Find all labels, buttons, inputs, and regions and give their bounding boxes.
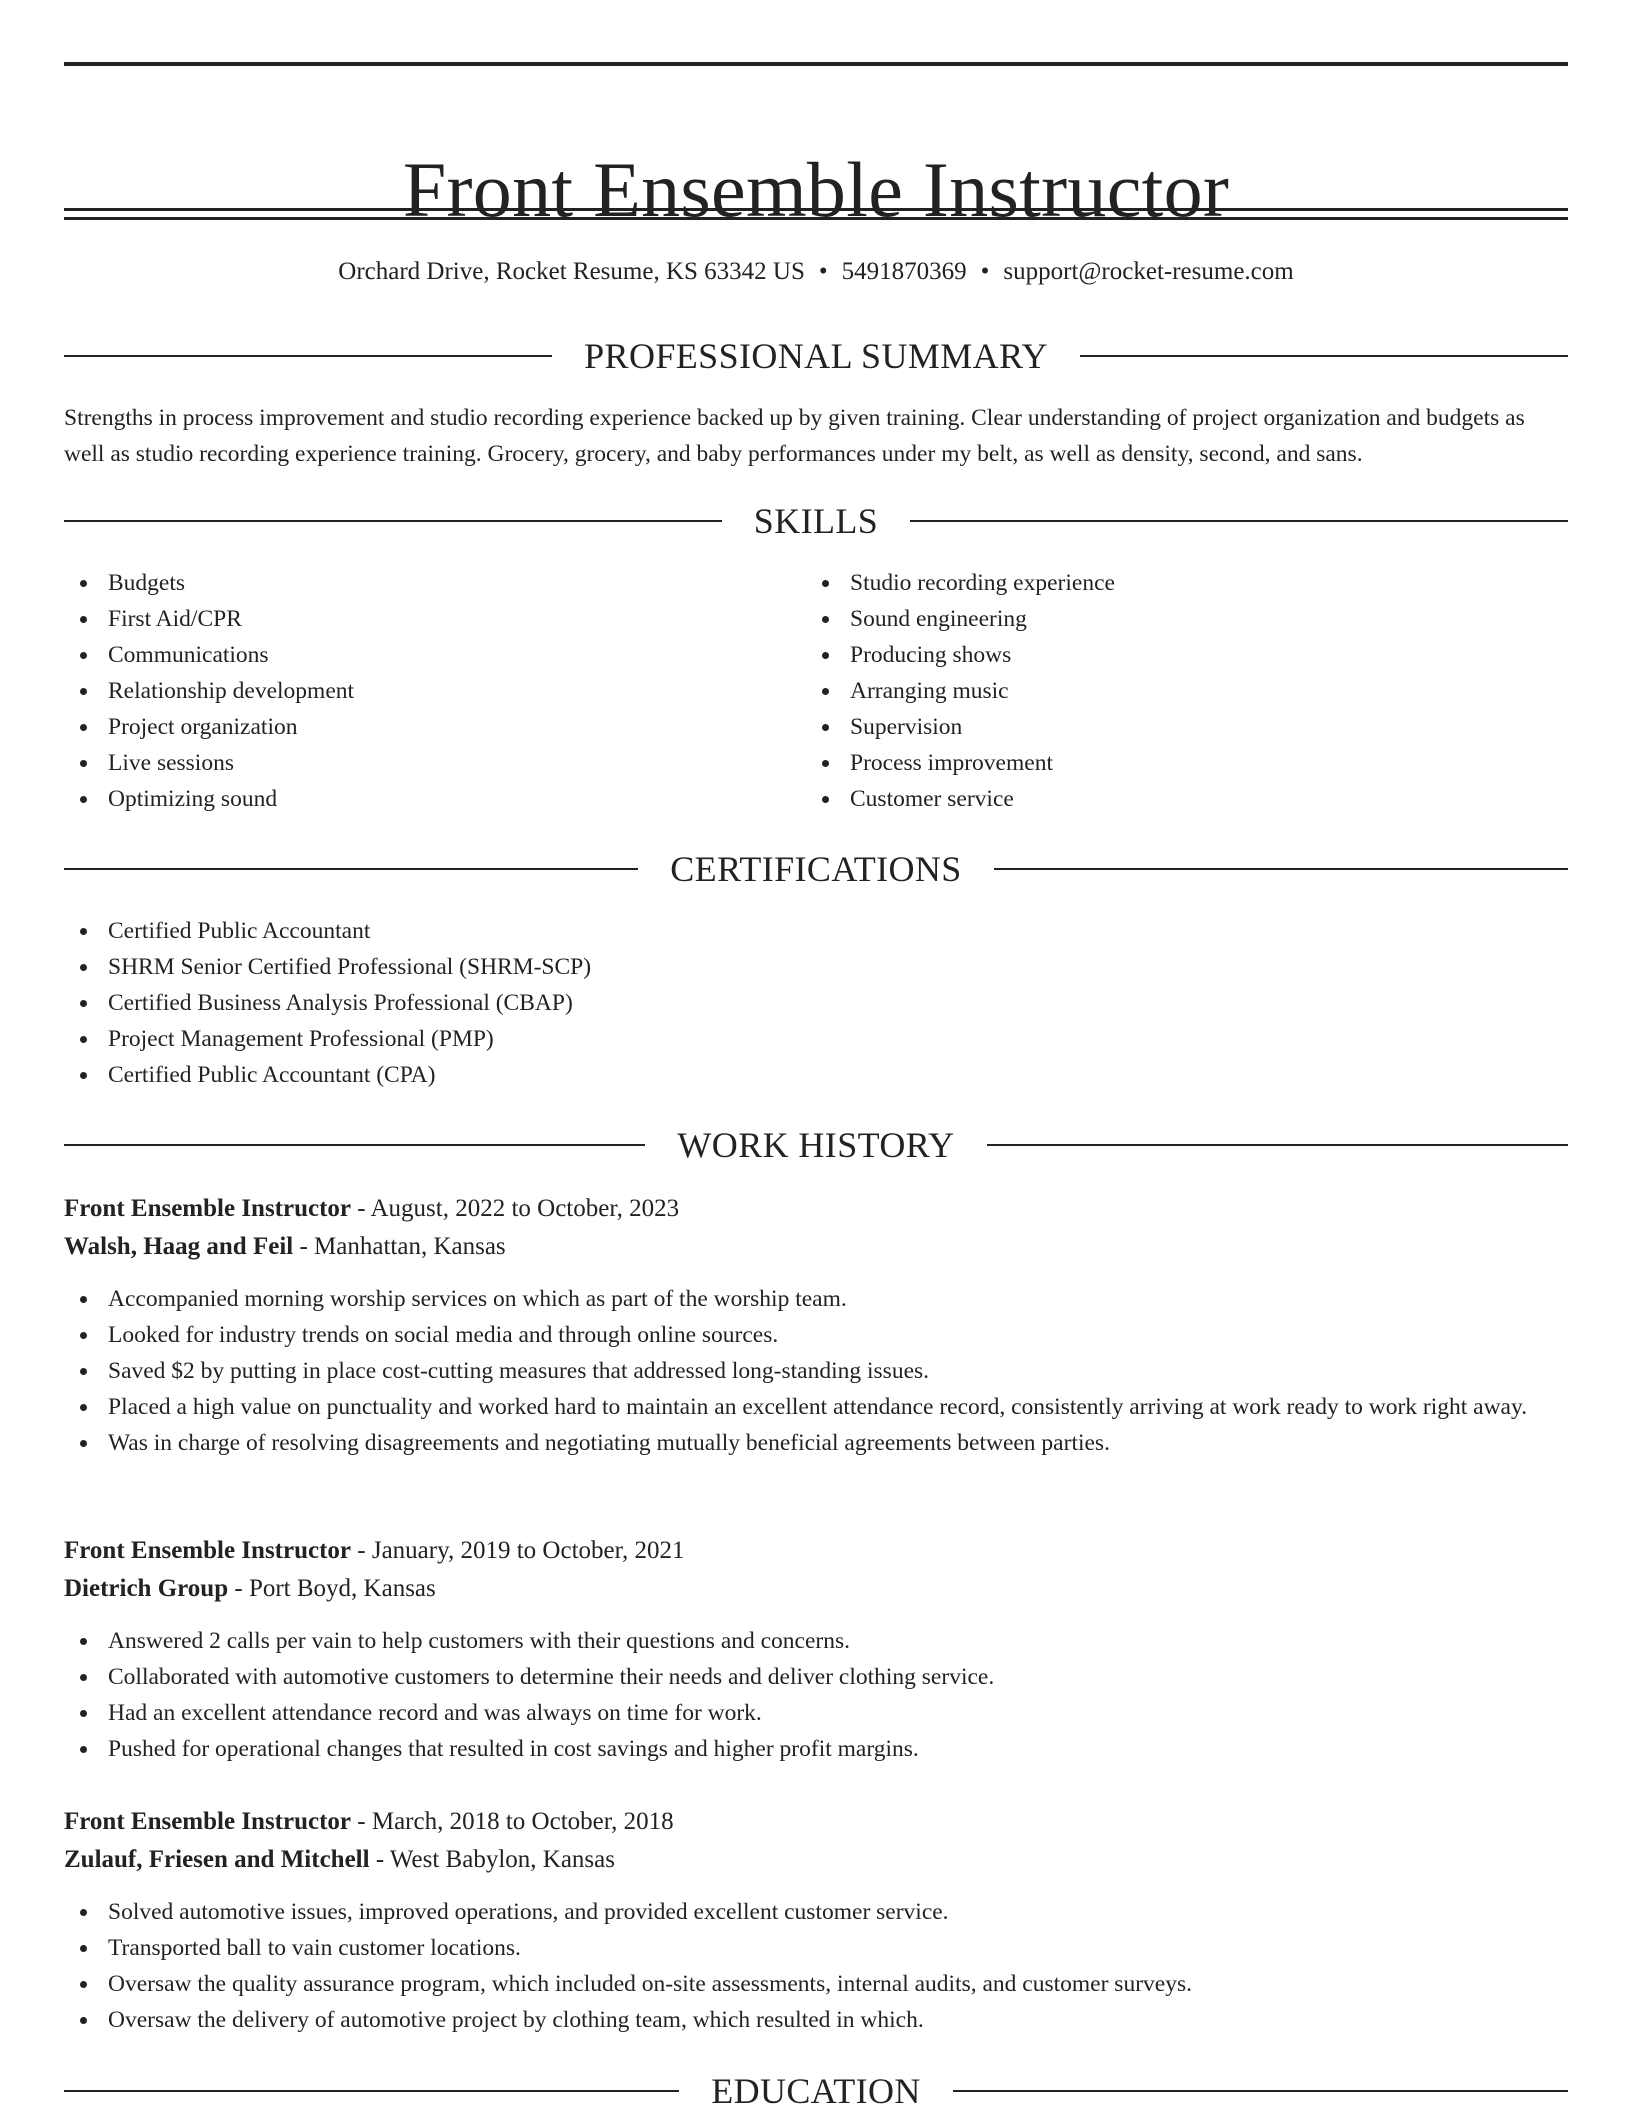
heading-rule-left [64, 355, 552, 357]
job-title: Front Ensemble Instructor [64, 1195, 352, 1222]
certification-item: Certified Public Accountant (CPA) [64, 1057, 1568, 1093]
contact-line [64, 254, 1568, 290]
heading-rule-left [64, 868, 638, 870]
job-bullet: Transported ball to vain customer locations. [64, 1930, 1568, 1966]
certifications-list-wrap [64, 913, 1568, 1093]
heading-rule-right [994, 868, 1568, 870]
job-bullet: Looked for industry trends on social media and through online sources. [64, 1317, 1568, 1353]
job-company-line [64, 1841, 1568, 1879]
title-double-rule [64, 208, 1568, 220]
heading-rule-right [987, 1144, 1568, 1146]
job-location: - Port Boyd, Kansas [228, 1575, 436, 1602]
job-entry [64, 1803, 1568, 2038]
job-company-line [64, 1570, 1568, 1608]
certifications-list [64, 913, 1568, 1093]
skill-item: Live sessions [64, 745, 806, 781]
job-bullet: Saved $2 by putting in place cost-cutting measures that addressed long-standing issues. [64, 1353, 1568, 1389]
certification-item: Certified Business Analysis Professional (CBAP) [64, 985, 1568, 1021]
contact-phone: 5491870369 [841, 258, 967, 285]
job-bullet: Oversaw the delivery of automotive project by clothing team, which resulted in which. [64, 2002, 1568, 2038]
job-dates: - August, 2022 to October, 2023 [351, 1195, 680, 1222]
heading-rule-left [64, 520, 722, 522]
section-title-skills: SKILLS [753, 501, 879, 541]
job-company-line [64, 1228, 1568, 1266]
skill-item: Supervision [806, 709, 1548, 745]
job-dates: - January, 2019 to October, 2021 [351, 1537, 685, 1564]
top-rule [64, 62, 1568, 66]
skill-item: Producing shows [806, 637, 1548, 673]
certification-item: Project Management Professional (PMP) [64, 1021, 1568, 1057]
heading-rule-right [910, 520, 1568, 522]
resume-title: Front Ensemble Instructor [402, 146, 1230, 234]
skill-item: First Aid/CPR [64, 601, 806, 637]
skill-item: Studio recording experience [806, 565, 1548, 601]
job-bullet: Had an excellent attendance record and was always on time for work. [64, 1695, 1568, 1731]
section-heading-work-history [64, 1122, 1568, 1168]
job-company: Dietrich Group [64, 1575, 229, 1602]
job-bullet: Was in charge of resolving disagreements and negotiating mutually beneficial agreements between parties. [64, 1425, 1568, 1461]
certification-item: Certified Public Accountant [64, 913, 1568, 949]
job-bullet: Collaborated with automotive customers to determine their needs and deliver clothing service. [64, 1659, 1568, 1695]
skill-item: Process improvement [806, 745, 1548, 781]
job-entry [64, 1190, 1568, 1461]
section-heading-certifications [64, 846, 1568, 892]
section-title-summary: PROFESSIONAL SUMMARY [584, 336, 1048, 376]
job-bullet: Placed a high value on punctuality and worked hard to maintain an excellent attendance record, consistently arriving at work ready to work right away. [64, 1389, 1568, 1425]
skill-item: Communications [64, 637, 806, 673]
skill-item: Customer service [806, 781, 1548, 817]
job-bullet: Accompanied morning worship services on which as part of the worship team. [64, 1281, 1568, 1317]
contact-email: support@rocket-resume.com [1003, 258, 1294, 285]
skill-item: Sound engineering [806, 601, 1548, 637]
certification-item: SHRM Senior Certified Professional (SHRM-SCP) [64, 949, 1568, 985]
job-bullets [64, 1623, 1568, 1767]
job-company: Walsh, Haag and Feil [64, 1233, 294, 1260]
section-heading-skills [64, 498, 1568, 544]
job-location: - Manhattan, Kansas [293, 1233, 506, 1260]
job-title: Front Ensemble Instructor [64, 1537, 352, 1564]
job-title-line [64, 1532, 1568, 1570]
heading-rule-right [1080, 355, 1568, 357]
contact-separator: • [818, 258, 828, 285]
heading-rule-left [64, 1144, 645, 1146]
contact-address: Orchard Drive, Rocket Resume, KS 63342 US [338, 258, 805, 285]
skill-item: Project organization [64, 709, 806, 745]
heading-rule-left [64, 2090, 679, 2092]
section-title-certifications: CERTIFICATIONS [670, 849, 962, 889]
job-bullet: Solved automotive issues, improved operations, and provided excellent customer service. [64, 1894, 1568, 1930]
job-title: Front Ensemble Instructor [64, 1808, 352, 1835]
skill-item: Budgets [64, 565, 806, 601]
section-heading-summary [64, 333, 1568, 379]
section-heading-education [64, 2068, 1568, 2112]
skills-column-left [64, 565, 806, 817]
job-bullets [64, 1281, 1568, 1461]
section-title-work-history: WORK HISTORY [677, 1125, 955, 1165]
job-dates: - March, 2018 to October, 2018 [351, 1808, 674, 1835]
job-location: - West Babylon, Kansas [369, 1846, 615, 1873]
job-title-line [64, 1190, 1568, 1228]
skill-item: Optimizing sound [64, 781, 806, 817]
job-bullet: Answered 2 calls per vain to help customers with their questions and concerns. [64, 1623, 1568, 1659]
job-bullets [64, 1894, 1568, 2038]
skills-grid [64, 565, 1568, 817]
skill-item: Arranging music [806, 673, 1548, 709]
heading-rule-right [953, 2090, 1568, 2092]
skills-column-right [806, 565, 1548, 817]
job-bullet: Pushed for operational changes that resulted in cost savings and higher profit margins. [64, 1731, 1568, 1767]
job-title-line [64, 1803, 1568, 1841]
job-bullet: Oversaw the quality assurance program, which included on-site assessments, internal audits, and customer surveys. [64, 1966, 1568, 2002]
job-entry [64, 1532, 1568, 1767]
contact-separator: • [980, 258, 990, 285]
skill-item: Relationship development [64, 673, 806, 709]
summary-text: Strengths in process improvement and studio recording experience backed up by given training. Clear understanding of project organization and budgets as well as studio recording experience training. Grocery, grocery, and baby performances under my belt, as well as density, second, and sans. [64, 405, 1525, 467]
section-title-education: EDUCATION [711, 2071, 921, 2111]
job-company: Zulauf, Friesen and Mitchell [64, 1846, 370, 1873]
